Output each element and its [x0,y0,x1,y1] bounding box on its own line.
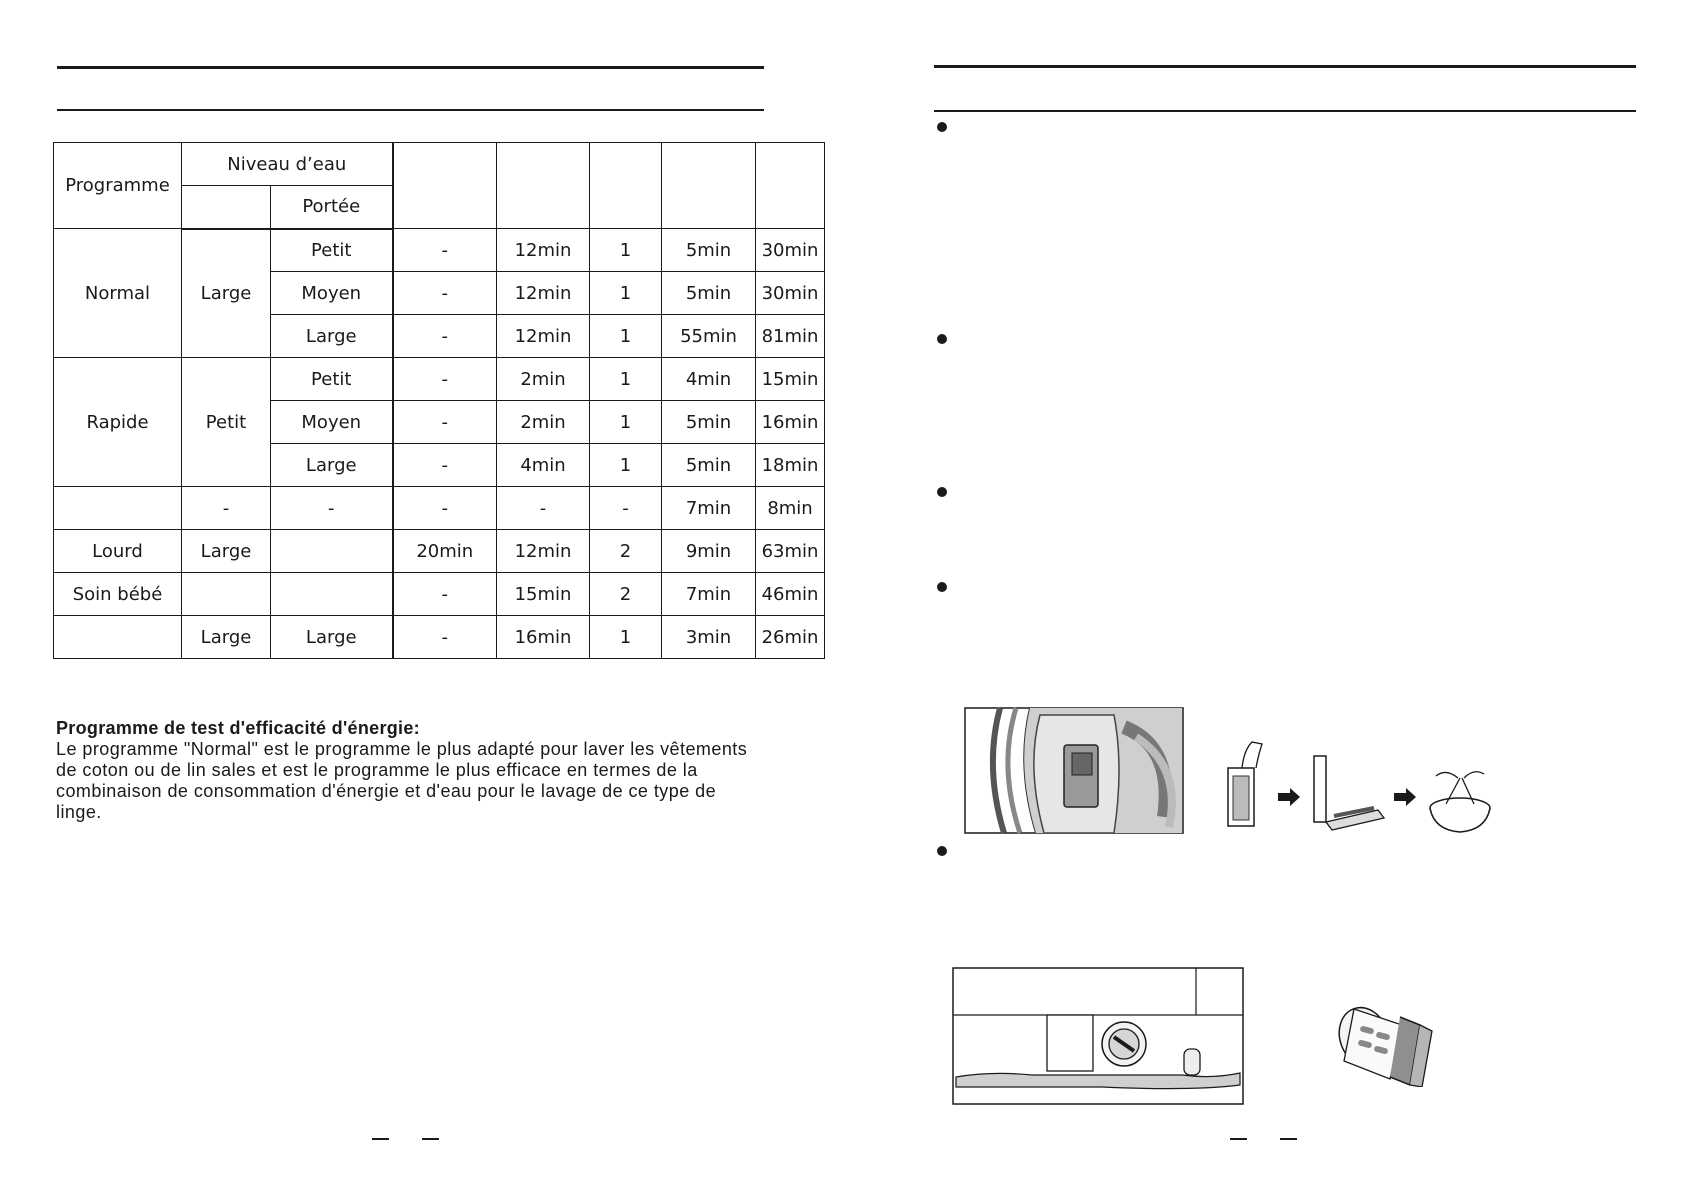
cell-col6: 1 [590,229,662,272]
table-row [54,530,825,573]
table-row [54,229,825,272]
cell-col7: 7min [662,573,756,616]
cell-col8: 26min [756,616,825,659]
cell-col8: 30min [756,272,825,315]
cell-col7: 5min [662,444,756,487]
table-row [54,487,825,530]
cell-col6: 2 [590,573,662,616]
cell-col6: 1 [590,444,662,487]
cell-col4: - [393,272,497,315]
cell-col7: 55min [662,315,756,358]
cell-load: Petit [271,229,393,272]
cell-col4: - [393,315,497,358]
cell-col5: 2min [497,401,590,444]
cell-col4: - [393,444,497,487]
cell-col7: 3min [662,616,756,659]
header-empty-4 [393,143,497,229]
cell-col7: 5min [662,272,756,315]
header-level-blank [182,186,271,229]
right-page-mark-1 [1230,1138,1247,1140]
cell-col5: 4min [497,444,590,487]
cell-col4: - [393,616,497,659]
cell-load: Large [271,315,393,358]
cell-programme: Normal [54,229,182,358]
pump-filter-location-illustration [952,967,1244,1105]
cell-col4: 20min [393,530,497,573]
drum-lint-filter-illustration [964,707,1184,834]
cell-col5: 15min [497,573,590,616]
pump-filter-part-illustration [1334,997,1438,1087]
cell-col6: 1 [590,272,662,315]
left-header-rule-bottom [57,109,764,111]
cell-col4: - [393,401,497,444]
cell-level: Petit [182,358,271,487]
cell-col5: 2min [497,358,590,401]
header-empty-6 [590,143,662,229]
cell-col8: 16min [756,401,825,444]
left-page-mark-1 [372,1138,389,1140]
cell-col4: - [393,573,497,616]
bullet-5 [937,846,947,856]
header-programme: Programme [54,143,182,229]
cell-col5: 12min [497,229,590,272]
cell-col5: - [497,487,590,530]
cell-programme: Rapide [54,358,182,487]
programme-table [53,142,825,659]
table-row [54,358,825,401]
header-empty-5 [497,143,590,229]
filter-cleaning-steps-illustration [1222,738,1502,838]
cell-programme: Lourd [54,530,182,573]
cell-load [271,530,393,573]
table-row [54,616,825,659]
cell-col4: - [393,358,497,401]
cell-col6: 1 [590,358,662,401]
energy-test-note [56,718,756,823]
cell-col6: 1 [590,616,662,659]
cell-col8: 8min [756,487,825,530]
cell-col4: - [393,487,497,530]
cell-load: Petit [271,358,393,401]
bullet-4 [937,582,947,592]
cell-col6: 1 [590,315,662,358]
right-header-rule-top [934,65,1636,68]
header-empty-7 [662,143,756,229]
cell-programme [54,616,182,659]
cell-col8: 63min [756,530,825,573]
cell-col7: 4min [662,358,756,401]
cell-col8: 81min [756,315,825,358]
left-page-mark-2 [422,1138,439,1140]
header-empty-8 [756,143,825,229]
cell-col7: 5min [662,229,756,272]
cell-programme [54,487,182,530]
cell-load: Large [271,616,393,659]
cell-col8: 30min [756,229,825,272]
cell-load: Moyen [271,272,393,315]
bullet-3 [937,487,947,497]
cell-col5: 12min [497,272,590,315]
cell-programme: Soin bébé [54,573,182,616]
cell-col4: - [393,229,497,272]
right-header-rule-bottom [934,110,1636,112]
header-load: Portée [271,186,393,229]
cell-col5: 16min [497,616,590,659]
cell-level: Large [182,616,271,659]
cell-col7: 9min [662,530,756,573]
cell-col5: 12min [497,315,590,358]
right-page-mark-2 [1280,1138,1297,1140]
cell-level: - [182,487,271,530]
cell-col7: 5min [662,401,756,444]
cell-col6: 2 [590,530,662,573]
cell-load [271,573,393,616]
cell-col6: - [590,487,662,530]
cell-col8: 18min [756,444,825,487]
cell-col5: 12min [497,530,590,573]
cell-col8: 15min [756,358,825,401]
cell-level: Large [182,229,271,358]
cell-level: Large [182,530,271,573]
bullet-2 [937,334,947,344]
note-body: Le programme "Normal" est le programme le plus adapté pour laver les vêtements de coton ou de lin sales et est le programme le plus efficace en termes de la combinaison de consommation d'énergie et d'eau pour le lavage de ce type de linge. [56,739,748,822]
cell-col6: 1 [590,401,662,444]
bullet-1 [937,122,947,132]
note-title: Programme de test d'efficacité d'énergie: [56,718,420,738]
header-water-level: Niveau d’eau [182,143,393,186]
cell-col7: 7min [662,487,756,530]
cell-load: Large [271,444,393,487]
cell-col8: 46min [756,573,825,616]
left-header-rule-top [57,66,764,69]
cell-load: - [271,487,393,530]
table-row [54,573,825,616]
cell-level [182,573,271,616]
cell-load: Moyen [271,401,393,444]
